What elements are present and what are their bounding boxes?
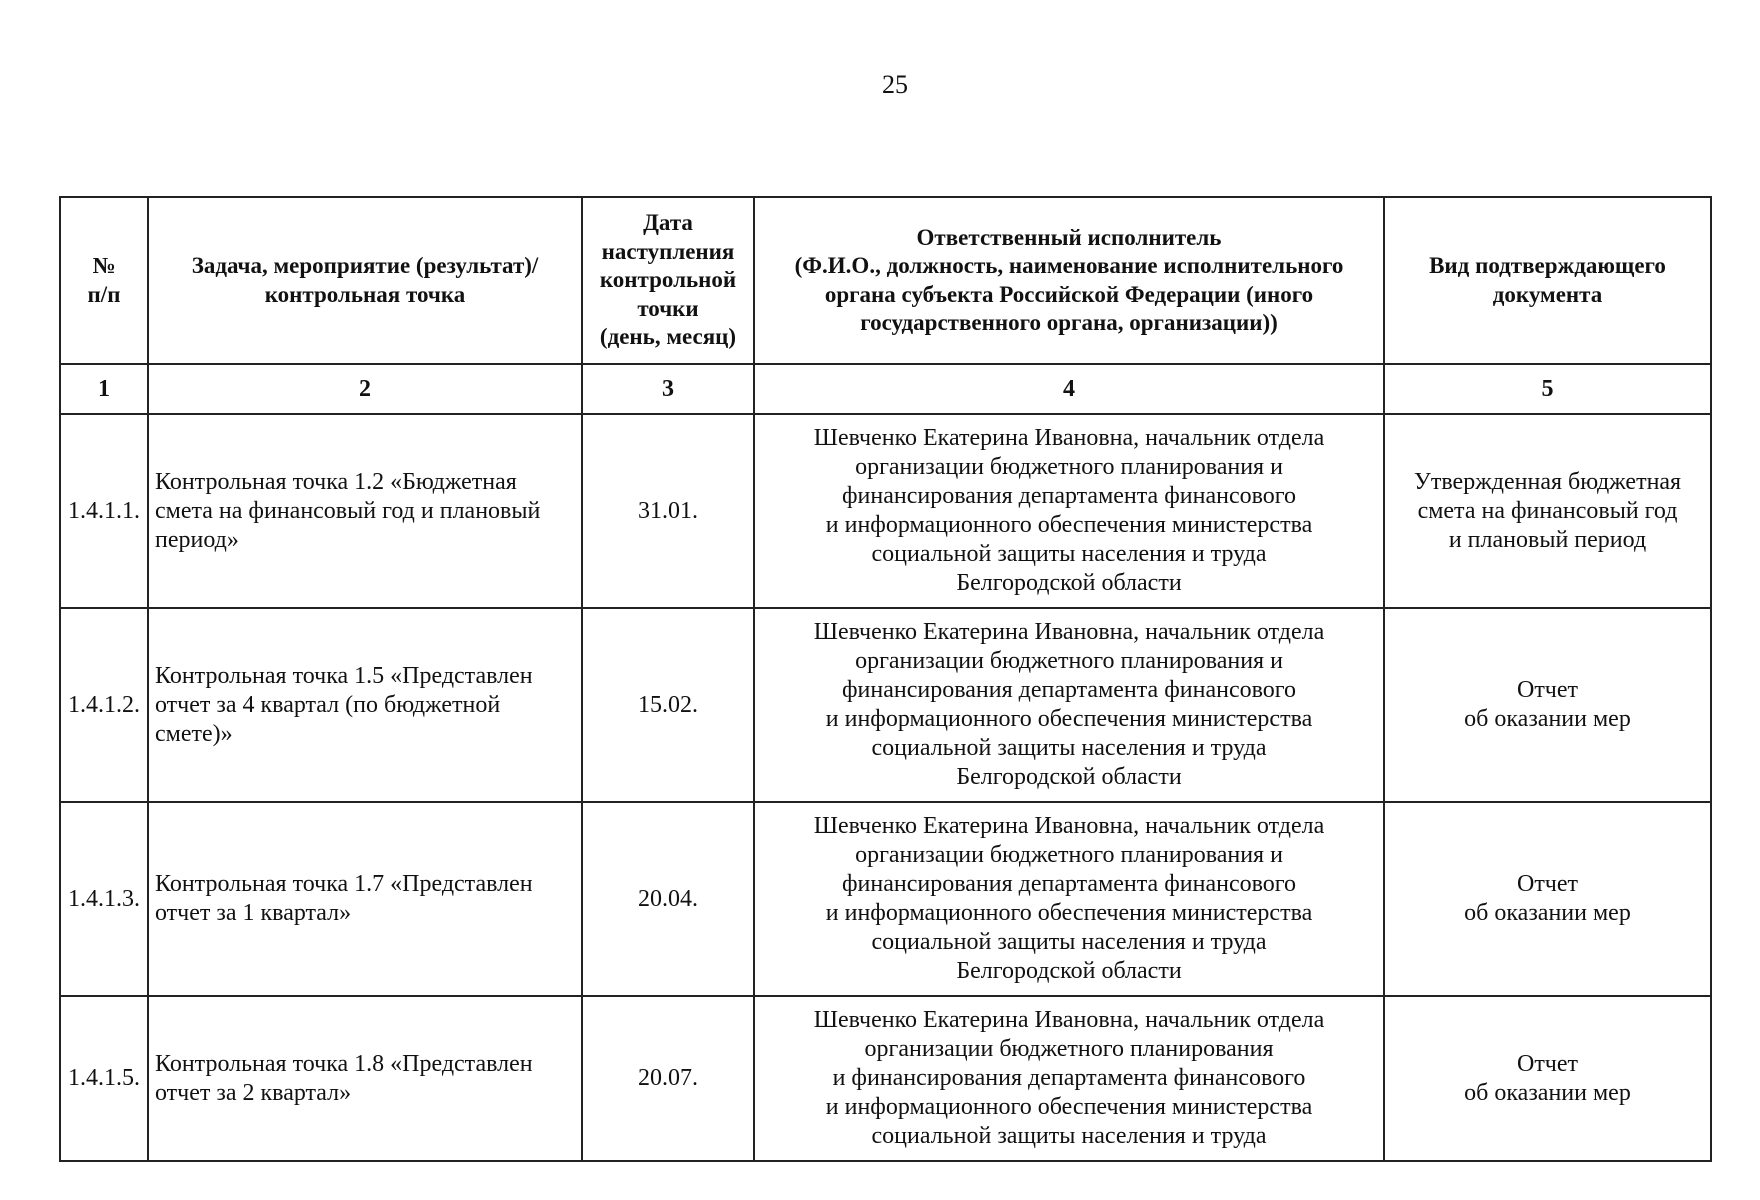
header-number: № п/п [60,197,148,364]
row-task: Контрольная точка 1.5 «Представлен отчет за 4 квартал (по бюджетной смете)» [148,608,582,802]
column-number: 5 [1384,364,1711,414]
column-number: 2 [148,364,582,414]
table-row [60,996,1711,1161]
header-task: Задача, мероприятие (результат)/ контрольная точка [148,197,582,364]
row-date: 31.01. [582,414,754,608]
table-header-row [60,197,1711,364]
table-row [60,802,1711,996]
row-code: 1.4.1.1. [60,414,148,608]
row-code: 1.4.1.2. [60,608,148,802]
row-document: Отчет об оказании мер [1384,996,1711,1161]
row-document: Отчет об оказании мер [1384,802,1711,996]
row-task: Контрольная точка 1.8 «Представлен отчет за 2 квартал» [148,996,582,1161]
column-number: 4 [754,364,1384,414]
row-task: Контрольная точка 1.2 «Бюджетная смета на финансовый год и плановый период» [148,414,582,608]
row-code: 1.4.1.3. [60,802,148,996]
header-date: Дата наступления контрольной точки (день, месяц) [582,197,754,364]
row-executor: Шевченко Екатерина Ивановна, начальник отдела организации бюджетного планирования и финансирования департамента финансового и информационного обеспечения министерства социальной защиты населения и труда Белгородской области [754,414,1384,608]
row-date: 20.04. [582,802,754,996]
column-number: 1 [60,364,148,414]
table-row [60,608,1711,802]
row-date: 15.02. [582,608,754,802]
row-executor: Шевченко Екатерина Ивановна, начальник отдела организации бюджетного планирования и финансирования департамента финансового и информационного обеспечения министерства социальной защиты населения и труда Белгородской области [754,608,1384,802]
row-executor: Шевченко Екатерина Ивановна, начальник отдела организации бюджетного планирования и финансирования департамента финансового и информационного обеспечения министерства социальной защиты населения и труда [754,996,1384,1161]
row-document: Отчет об оказании мер [1384,608,1711,802]
row-date: 20.07. [582,996,754,1161]
column-number: 3 [582,364,754,414]
table-row [60,414,1711,608]
row-task: Контрольная точка 1.7 «Представлен отчет за 1 квартал» [148,802,582,996]
column-numbers-row [60,364,1711,414]
header-document: Вид подтверждающего документа [1384,197,1711,364]
page-number: 25 [882,70,908,99]
control-points-table [59,196,1712,1162]
row-executor: Шевченко Екатерина Ивановна, начальник отдела организации бюджетного планирования и финансирования департамента финансового и информационного обеспечения министерства социальной защиты населения и труда Белгородской области [754,802,1384,996]
row-code: 1.4.1.5. [60,996,148,1161]
row-document: Утвержденная бюджетная смета на финансовый год и плановый период [1384,414,1711,608]
header-executor: Ответственный исполнитель (Ф.И.О., должность, наименование исполнительного органа субъекта Российской Федерации (иного государственного органа, организации)) [754,197,1384,364]
